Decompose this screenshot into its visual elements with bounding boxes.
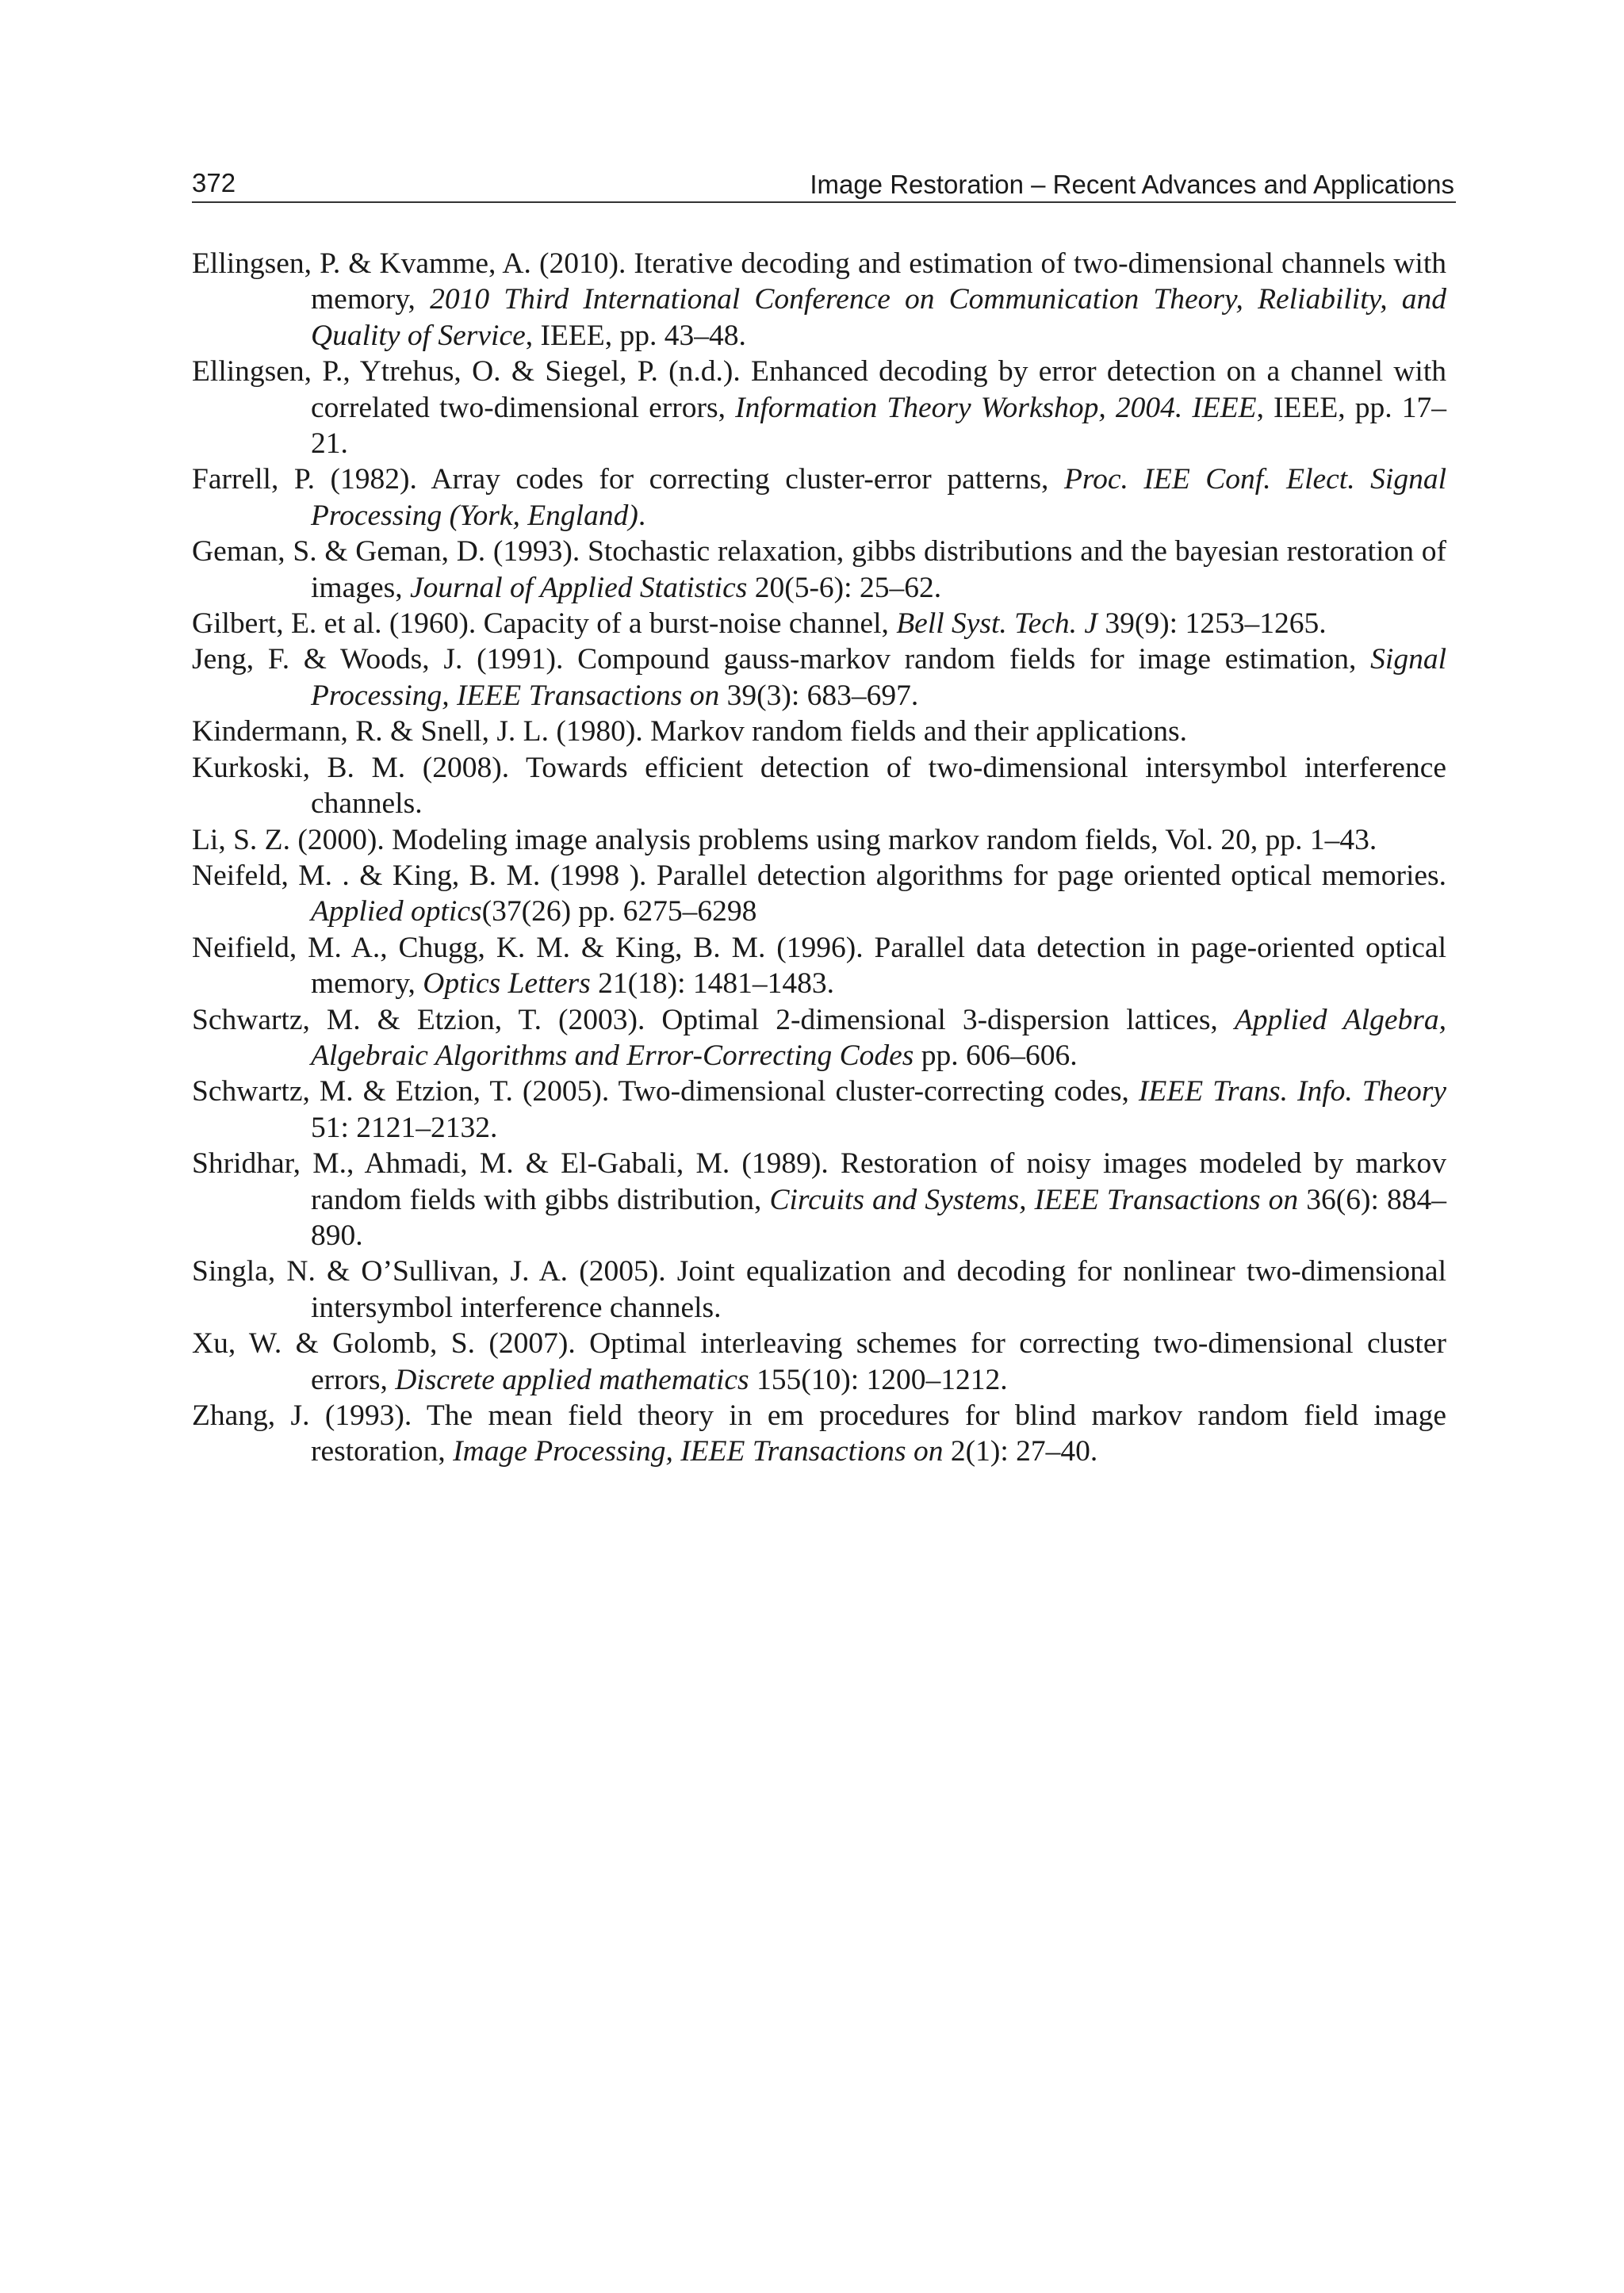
reference-text: pp. 606–606. bbox=[914, 1039, 1078, 1072]
reference-text: Gilbert, E. et al. (1960). Capacity of a burst-noise channel, bbox=[192, 607, 897, 641]
reference-entry bbox=[192, 1254, 1446, 1326]
reference-text: 36(6): 884–890. bbox=[311, 1183, 1446, 1252]
reference-source-title: Optics Letters bbox=[423, 967, 591, 1001]
reference-source-title: Applied optics bbox=[311, 895, 482, 928]
reference-text: 39(9): 1253–1265. bbox=[1097, 607, 1327, 641]
reference-text: Kindermann, R. & Snell, J. L. (1980). Markov random fields and their applications. bbox=[192, 715, 1187, 748]
reference-source-title: Information Theory Workshop, 2004. IEEE bbox=[735, 391, 1257, 424]
reference-text: Schwartz, M. & Etzion, T. (2005). Two-dimensional cluster-correcting codes, bbox=[192, 1075, 1139, 1108]
reference-entry bbox=[192, 750, 1446, 822]
reference-text: Shridhar, M., Ahmadi, M. & El-Gabali, M. (1989). Restoration of noisy images modeled by markov random fields with gibbs distribution, bbox=[192, 1147, 1446, 1216]
reference-entry bbox=[192, 606, 1446, 641]
reference-text: 20(5-6): 25–62. bbox=[747, 571, 942, 604]
reference-entry bbox=[192, 1398, 1446, 1470]
reference-text: 21(18): 1481–1483. bbox=[590, 967, 835, 1001]
page-number: 372 bbox=[192, 168, 236, 197]
reference-text: Schwartz, M. & Etzion, T. (2003). Optimal 2-dimensional 3-dispersion lattices, bbox=[192, 1003, 1235, 1036]
reference-entry bbox=[192, 1074, 1446, 1146]
reference-entry bbox=[192, 858, 1446, 930]
reference-text: 39(3): 683–697. bbox=[719, 679, 919, 712]
reference-text: Ellingsen, P. & Kvamme, A. (2010). Iterative decoding and estimation of two-dimensional channels with memory, bbox=[192, 247, 1446, 316]
reference-text: Geman, S. & Geman, D. (1993). Stochastic relaxation, gibbs distributions and the bayesian restoration of images, bbox=[192, 535, 1446, 604]
reference-entry bbox=[192, 534, 1446, 606]
reference-entry bbox=[192, 641, 1446, 714]
reference-text: Neifeld, M. . & King, B. M. (1998 ). Parallel detection algorithms for page oriented optical memories. bbox=[192, 859, 1446, 892]
reference-list bbox=[192, 246, 1446, 1470]
reference-source-title: Image Processing, IEEE Transactions on bbox=[453, 1435, 944, 1468]
reference-entry bbox=[192, 822, 1446, 858]
running-title: Image Restoration – Recent Advances and Applications bbox=[810, 170, 1454, 199]
reference-source-title: IEEE Trans. Info. Theory bbox=[1138, 1075, 1446, 1108]
reference-entry bbox=[192, 930, 1446, 1002]
reference-text: Neifield, M. A., Chugg, K. M. & King, B. M. (1996). Parallel data detection in page-oriented optical memory, bbox=[192, 931, 1446, 1001]
reference-text: 2(1): 27–40. bbox=[943, 1435, 1098, 1468]
reference-source-title: Signal Processing, IEEE Transactions on bbox=[311, 643, 1446, 712]
reference-text: Zhang, J. (1993). The mean field theory in em procedures for blind markov random field image restoration, bbox=[192, 1399, 1446, 1468]
reference-source-title: Journal of Applied Statistics bbox=[409, 571, 748, 604]
page-header bbox=[192, 165, 1456, 203]
reference-entry bbox=[192, 1002, 1446, 1074]
reference-text: Singla, N. & O’Sullivan, J. A. (2005). Joint equalization and decoding for nonlinear two-dimensional intersymbol interference channels. bbox=[192, 1255, 1446, 1324]
reference-entry bbox=[192, 714, 1446, 749]
reference-source-title: Circuits and Systems, IEEE Transactions on bbox=[769, 1183, 1299, 1216]
reference-text: (37(26) pp. 6275–6298 bbox=[481, 895, 757, 928]
reference-entry bbox=[192, 1326, 1446, 1398]
reference-source-title: Bell Syst. Tech. J bbox=[896, 607, 1098, 641]
reference-text: Jeng, F. & Woods, J. (1991). Compound gauss-markov random fields for image estimation, bbox=[192, 643, 1371, 676]
reference-source-title: Applied Algebra, Algebraic Algorithms and Error-Correcting Codes bbox=[311, 1003, 1446, 1072]
reference-text: Farrell, P. (1982). Array codes for correcting cluster-error patterns, bbox=[192, 463, 1064, 496]
reference-text: 51: 2121–2132. bbox=[311, 1111, 498, 1144]
reference-source-title: Discrete applied mathematics bbox=[395, 1363, 749, 1396]
reference-source-title: 2010 Third International Conference on Communication Theory, Reliability, and Quality of Service bbox=[311, 283, 1446, 352]
reference-source-title: Proc. IEE Conf. Elect. Signal Processing (York, England) bbox=[311, 463, 1446, 532]
reference-entry bbox=[192, 246, 1446, 354]
reference-text: Li, S. Z. (2000). Modeling image analysis problems using markov random fields, Vol. 20, pp. 1–43. bbox=[192, 823, 1377, 856]
reference-text: , IEEE, pp. 43–48. bbox=[525, 319, 746, 352]
reference-entry bbox=[192, 354, 1446, 461]
reference-entry bbox=[192, 1146, 1446, 1254]
reference-text: Kurkoski, B. M. (2008). Towards efficient detection of two-dimensional intersymbol interference channels. bbox=[192, 751, 1446, 821]
reference-text: . bbox=[638, 499, 646, 532]
reference-entry bbox=[192, 461, 1446, 534]
reference-text: Xu, W. & Golomb, S. (2007). Optimal interleaving schemes for correcting two-dimensional cluster errors, bbox=[192, 1327, 1446, 1396]
reference-text: 155(10): 1200–1212. bbox=[749, 1363, 1008, 1396]
reference-text: , IEEE, pp. 17–21. bbox=[311, 391, 1446, 461]
reference-text: Ellingsen, P., Ytrehus, O. & Siegel, P. (n.d.). Enhanced decoding by error detection on a channel with correlated two-dimensional errors, bbox=[192, 355, 1446, 424]
